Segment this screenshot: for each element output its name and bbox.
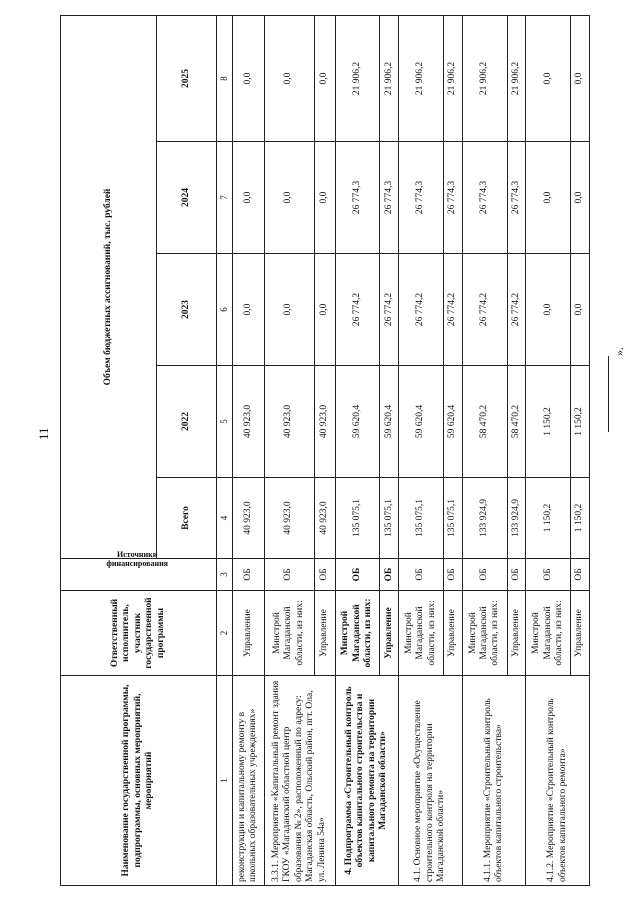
row-total: 1 150,2 [526,478,571,559]
row-2023: 0,0 [526,254,571,366]
row-total: 133 924,9 [507,478,526,559]
row-executor: Управление [232,591,264,676]
row-executor: Минстрой Магаданской области, из них: [264,591,314,676]
row-total: 40 923,0 [314,478,335,559]
col-number: 6 [217,254,233,366]
row-source: ОБ [443,559,462,591]
row-source: ОБ [526,559,571,591]
row-name: 4. Подпрограмма «Строительный контроль объектов капитального строительства и капитального ремонта на территории Магаданской области» [335,676,399,886]
row-executor: Минстрой Магаданской области, из них: [526,591,571,676]
closing-rule [608,356,609,432]
row-executor: Минстрой Магаданской области, из них: [462,591,507,676]
row-2023: 26 774,2 [443,254,462,366]
col-number: 8 [217,16,233,142]
row-2025: 0,0 [571,16,590,142]
budget-table [60,15,590,886]
page-number: 11 [36,427,51,440]
row-total: 135 075,1 [399,478,444,559]
row-2022: 40 923,0 [314,366,335,478]
row-2024: 26 774,3 [399,142,444,254]
row-2022: 58 470,2 [462,366,507,478]
row-total: 1 150,2 [571,478,590,559]
row-2022: 59 620,4 [443,366,462,478]
row-name: 4.1.1. Мероприятие «Строительный контроль объектов капитального строительства» [462,676,526,886]
row-name: 4.1. Основное мероприятие «Осуществление строительного контроля на территории Магаданской области» [399,676,463,886]
row-source: ОБ [264,559,314,591]
table-row [526,16,571,886]
row-2023: 26 774,2 [335,254,380,366]
row-executor: Управление [571,591,590,676]
row-2025: 0,0 [314,16,335,142]
row-total: 133 924,9 [462,478,507,559]
row-source: ОБ [232,559,264,591]
row-name: реконструкции и капитальному ремонту в школьных образовательных учреждениях» [232,676,264,886]
row-2023: 0,0 [314,254,335,366]
row-source: ОБ [314,559,335,591]
row-2023: 26 774,2 [399,254,444,366]
row-total: 40 923,0 [264,478,314,559]
row-executor: Управление [380,591,399,676]
row-2025: 21 906,2 [507,16,526,142]
table-row [232,16,264,886]
row-source: ОБ [380,559,399,591]
row-2025: 21 906,2 [462,16,507,142]
row-source: ОБ [399,559,444,591]
row-executor: Минстрой Магаданской области, из них: [335,591,380,676]
table-row [462,16,507,886]
row-2025: 21 906,2 [443,16,462,142]
row-2025: 21 906,2 [335,16,380,142]
col-number: 7 [217,142,233,254]
row-2025: 21 906,2 [399,16,444,142]
row-2024: 0,0 [314,142,335,254]
header-executor: Ответственный исполнитель, участник государственной программы [61,591,217,676]
row-total: 135 075,1 [443,478,462,559]
row-2023: 0,0 [571,254,590,366]
row-executor: Минстрой Магаданской области, из них: [399,591,444,676]
row-name: 3.3.1. Мероприятие «Капитальный ремонт здания ГКОУ «Магаданский областной центр образования № 2», расположенный по адресу: Магаданская область, Ольский район, пгт. Ола, ул. Ленина 54а» [264,676,335,886]
row-total: 40 923,0 [232,478,264,559]
row-total: 135 075,1 [335,478,380,559]
col-number: 2 [217,591,233,676]
header-total: Всего [157,478,217,559]
row-name: 4.1.2. Мероприятие «Строительный контроль объектов капитального ремонта» [526,676,590,886]
closing-mark: ». [612,347,626,356]
row-source: ОБ [571,559,590,591]
row-2024: 26 774,3 [507,142,526,254]
header-2023: 2023 [157,254,217,366]
row-2022: 1 150,2 [526,366,571,478]
table-row [335,16,380,886]
col-number: 1 [217,676,233,886]
header-2022: 2022 [157,366,217,478]
row-source: ОБ [507,559,526,591]
header-source: Источники финансирования [61,559,217,591]
header-budget-group: Объем бюджетных ассигнований, тыс. рублей [61,16,157,559]
row-2024: 0,0 [232,142,264,254]
row-2023: 26 774,2 [462,254,507,366]
row-2024: 0,0 [526,142,571,254]
row-2024: 0,0 [571,142,590,254]
row-2022: 40 923,0 [232,366,264,478]
budget-table-container [60,16,590,886]
row-2022: 1 150,2 [571,366,590,478]
row-2023: 26 774,2 [380,254,399,366]
table-row [399,16,444,886]
row-2022: 59 620,4 [399,366,444,478]
row-2022: 59 620,4 [335,366,380,478]
col-number: 5 [217,366,233,478]
row-2022: 40 923,0 [264,366,314,478]
row-2023: 0,0 [232,254,264,366]
row-2022: 58 470,2 [507,366,526,478]
header-name: Наименование государственной программы, подпрограммы, основных мероприятий, мероприятий [61,676,217,886]
row-2024: 0,0 [264,142,314,254]
row-2024: 26 774,3 [443,142,462,254]
row-executor: Управление [314,591,335,676]
row-2024: 26 774,3 [462,142,507,254]
col-number: 4 [217,478,233,559]
row-2025: 0,0 [232,16,264,142]
table-row [264,16,314,886]
row-2023: 26 774,2 [507,254,526,366]
row-source: ОБ [462,559,507,591]
row-2022: 59 620,4 [380,366,399,478]
header-2024: 2024 [157,142,217,254]
row-2024: 26 774,3 [380,142,399,254]
header-2025: 2025 [157,16,217,142]
row-2025: 21 906,2 [380,16,399,142]
row-executor: Управление [507,591,526,676]
col-number: 3 [217,559,233,591]
row-2023: 0,0 [264,254,314,366]
row-source: ОБ [335,559,380,591]
row-executor: Управление [443,591,462,676]
row-total: 135 075,1 [380,478,399,559]
row-2024: 26 774,3 [335,142,380,254]
row-2025: 0,0 [264,16,314,142]
row-2025: 0,0 [526,16,571,142]
